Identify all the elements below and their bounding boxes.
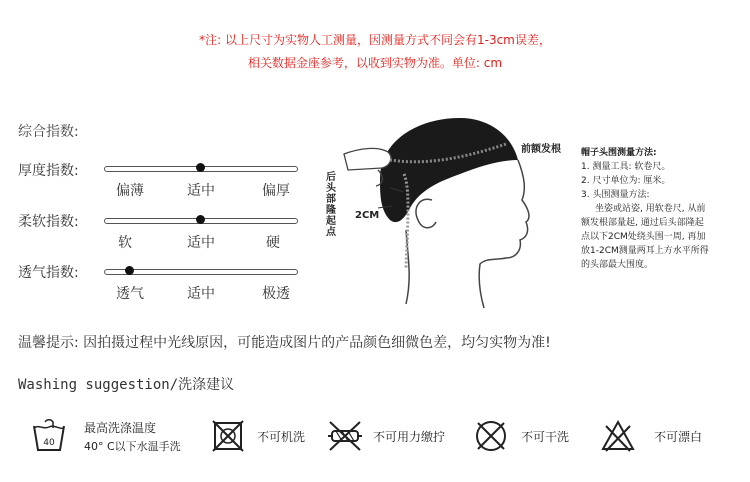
- ratings-title: 综合指数:: [18, 124, 79, 140]
- rating-marker: [196, 163, 205, 172]
- face-outline: [479, 160, 529, 308]
- notice-line-2: 相关数据金座参考，以收到实物为准。单位: cm: [247, 56, 503, 70]
- instruction-line: 1. 测量工具: 软卷尺。: [581, 162, 671, 172]
- no-bleach-icon: [600, 418, 636, 454]
- no-machine-wash-icon: [210, 418, 246, 454]
- instruction-line: 3. 头围测量方法:: [581, 190, 650, 200]
- instruction-line: 的头部最大围度。: [581, 260, 654, 270]
- tick-label: 偏薄: [116, 183, 144, 199]
- rating-marker: [125, 266, 134, 275]
- offset-label: 2CM: [355, 210, 380, 221]
- tick-label: 硬: [266, 235, 280, 251]
- instruction-line: 额发根部量起, 通过后头部隆起: [581, 218, 704, 228]
- rating-label: 透气指数:: [18, 265, 79, 281]
- tick-label: 极透: [262, 286, 290, 302]
- instructions-title: 帽子头围测量方法:: [581, 148, 657, 158]
- care-label: 不可漂白: [654, 430, 703, 444]
- instruction-line: 坐姿或站姿, 用软卷尺, 从前: [595, 204, 706, 214]
- tick-label: 透气: [116, 286, 144, 302]
- tick-label: 适中: [187, 183, 215, 199]
- rating-marker: [196, 215, 205, 224]
- care-sub-label: 40° C以下水温手洗: [84, 440, 181, 453]
- hair-silhouette: [380, 118, 518, 222]
- instruction-line: 放1-2CM测量两耳上方水平所得: [581, 246, 709, 256]
- tub-temperature: 40: [43, 438, 55, 448]
- no-wring-icon: [326, 418, 364, 454]
- reminder-text: 温馨提示: 因拍摄过程中光线原因，可能造成图片的产品颜色细微色差，均匀实物为准!: [18, 335, 551, 351]
- care-label: 最高洗涤温度: [84, 421, 157, 435]
- notice-line-1: *注: 以上尺寸为实物人工测量，因测量方式不同会有1-3cm误差，: [199, 33, 551, 47]
- hand-wash-tub-icon: [31, 418, 67, 454]
- front-forehead-label: 前额发根: [521, 144, 561, 155]
- ear-outline: [416, 199, 436, 228]
- tick-label: 软: [118, 235, 132, 251]
- care-label: 不可干洗: [521, 430, 570, 444]
- measure-instructions: [581, 146, 746, 272]
- rating-label: 柔软指数:: [18, 214, 79, 230]
- washing-title: Washing suggestion/洗涤建议: [18, 377, 235, 393]
- back-head-label: 后头部隆起点: [326, 172, 336, 238]
- tick-label: 适中: [187, 286, 215, 302]
- instruction-line: 点以下2CM处绕头围一周, 再加: [581, 232, 706, 242]
- instruction-line: 2. 尺寸单位为: 厘米。: [581, 176, 671, 186]
- no-dry-clean-icon: [473, 418, 509, 454]
- tick-label: 适中: [187, 235, 215, 251]
- care-label: 不可机洗: [257, 430, 306, 444]
- care-label: 不可用力缴拧: [373, 430, 446, 444]
- hand-outline: [344, 148, 391, 170]
- tick-label: 偏厚: [262, 183, 290, 199]
- rating-label: 厚度指数:: [18, 163, 79, 179]
